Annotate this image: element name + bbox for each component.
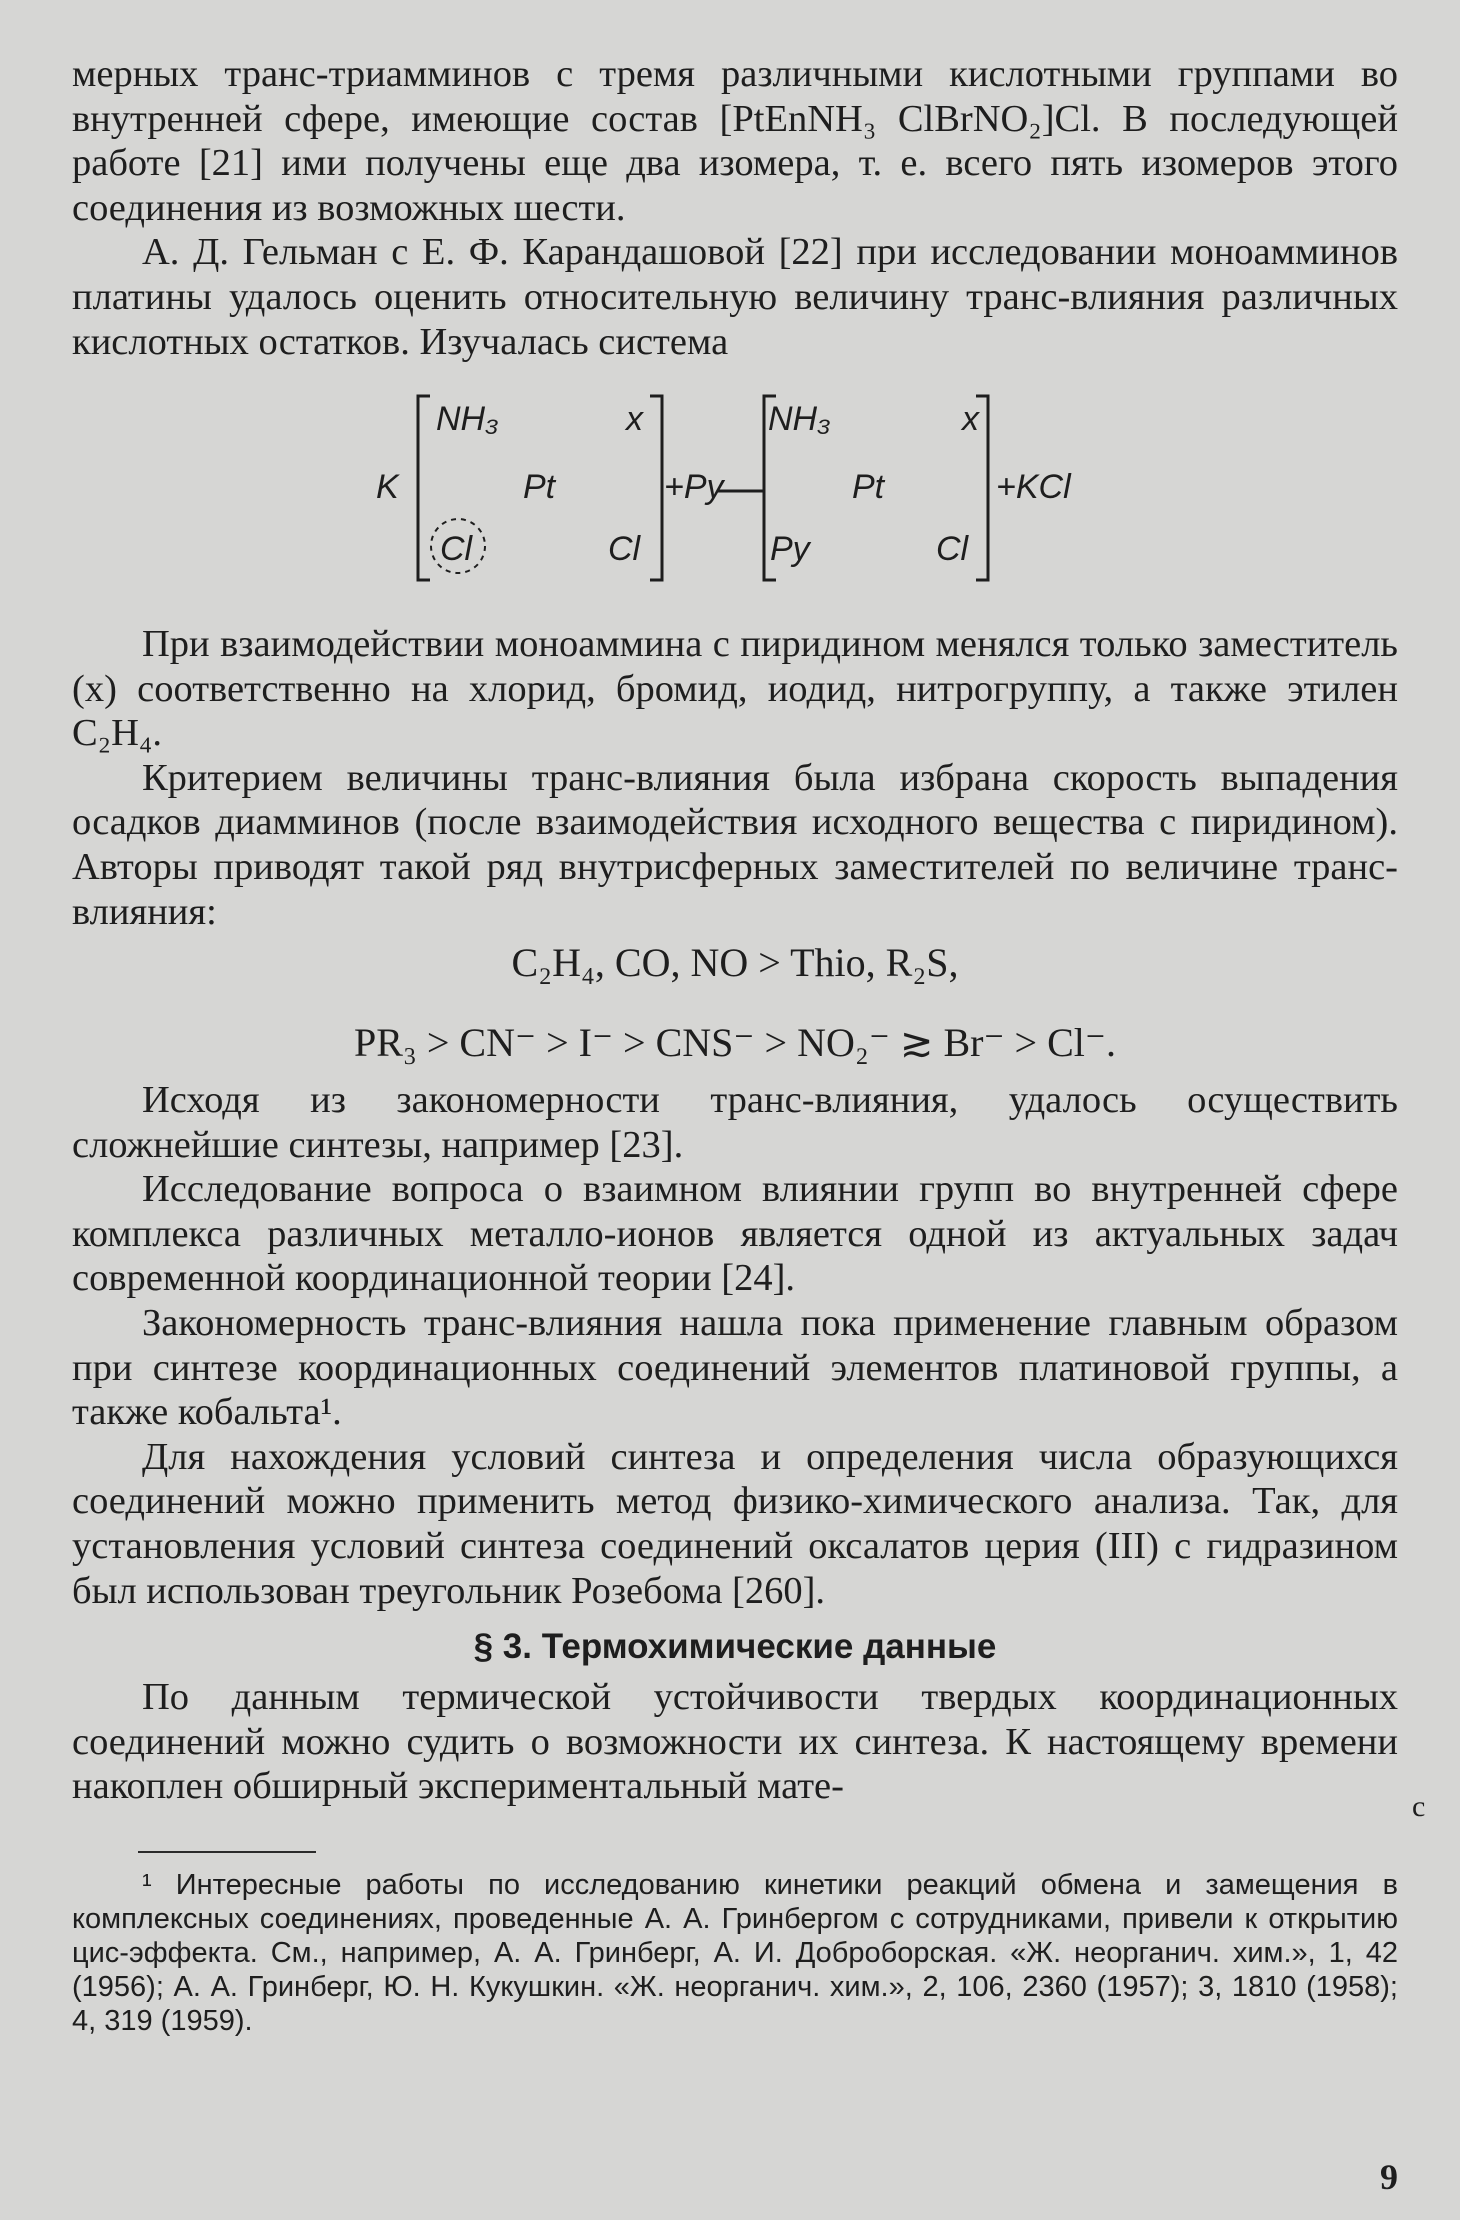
paragraph: Исследование вопроса о взаимном влиянии групп во внутренней сфере комплекса различных металло-ионов является одной из актуальных задач современной координационной теории [24].: [72, 1168, 1398, 1300]
footnote: [72, 1868, 1398, 2038]
text-block-middle: [72, 622, 1398, 1068]
left-cl: Cl: [608, 530, 641, 568]
paragraph: По данным термической устойчивости твердых координационных соединений можно судить о возможности их синтеза. К настоящему времени накоплен обширный экспериментальный мате-: [72, 1676, 1398, 1808]
product: +KCl: [996, 468, 1071, 506]
scheme-prefix: K: [376, 468, 399, 506]
left-pt: Pt: [523, 468, 556, 506]
paragraph: Закономерность транс-влияния нашла пока применение главным образом при синтезе координационных соединений элементов платиновой группы, а также кобальта¹.: [72, 1301, 1398, 1434]
left-x: x: [626, 400, 643, 438]
left-nh3: NH₃: [436, 400, 499, 438]
paragraph: Исходя из закономерности транс-влияния, удалось осуществить сложнейшие синтезы, например [23].: [72, 1079, 1398, 1166]
margin-mark: с: [1412, 1790, 1426, 1823]
paragraph: Критерием величины транс-влияния была избрана скорость выпадения осадков диамминов (после взаимодействия исходного вещества с пиридином). Авторы приводят такой ряд внутрисферных заместителей по величине транс-влияния:: [72, 756, 1398, 933]
left-cl-circled: Cl: [440, 530, 473, 568]
right-x: x: [962, 400, 979, 438]
text-block-top: [72, 52, 1398, 364]
left-bracket-open: [418, 396, 430, 580]
paragraph: А. Д. Гельман с Е. Ф. Карандашовой [22] при исследовании моноамминов платины удалось оценить относительную величину транс-влияния различных кислотных остатков. Изучалась система: [72, 231, 1398, 363]
right-cl: Cl: [936, 530, 969, 568]
section-heading: § 3. Термохимические данные: [473, 1627, 997, 1667]
series-line-1: C₂H₄, CO, NO > Thio, R₂S,: [511, 940, 959, 986]
right-nh3: NH₃: [768, 400, 831, 438]
right-py: Py: [770, 530, 810, 568]
right-pt: Pt: [852, 468, 885, 506]
paragraph: Для нахождения условий синтеза и определения числа образующихся соединений можно применить метод физико-химического анализа. Так, для установления условий синтеза соединений оксалатов церия (III) с гидразином был использован треугольник Розебома [260].: [72, 1435, 1398, 1612]
reagent: +Py: [664, 468, 724, 506]
page-number: 9: [1380, 2157, 1398, 2197]
footnote-rule: [138, 1851, 316, 1853]
paragraph: При взаимодействии моноаммина с пиридином менялся только заместитель (x) соответственно на хлорид, бромид, иодид, нитрогруппу, а также этилен C₂H₄.: [72, 623, 1398, 755]
paragraph: мерных транс-триамминов с тремя различными кислотными группами во внутренней сфере, имеющие состав [PtEnNH₃ ClBrNO₂]Cl. В последующей работе [21] ими получены еще два изомера, т. е. всего пять изомеров этого соединения из возможных шести.: [72, 53, 1398, 229]
text-block-bottom: [72, 1078, 1398, 1809]
series-line-2: PR₃ > CN⁻ > I⁻ > CNS⁻ > NO₂⁻ ≳ Br⁻ > Cl⁻.: [353, 1020, 1117, 1066]
footnote-text: ¹ Интересные работы по исследованию кинетики реакций обмена и замещения в комплексных соединениях, проведенные А. А. Гринбергом с сотрудниками, привели к открытию цис-эффекта. См., например, А. А. Гринберг, А. И. Доброборская. «Ж. неорганич. хим.», 1, 42 (1956); А. А. Гринберг, Ю. Н. Кукушкин. «Ж. неорганич. хим.», 2, 106, 2360 (1957); 3, 1810 (1958); 4, 319 (1959).: [72, 1869, 1398, 2037]
left-bracket-close: [650, 396, 662, 580]
chemical-scheme: [0, 388, 1460, 588]
